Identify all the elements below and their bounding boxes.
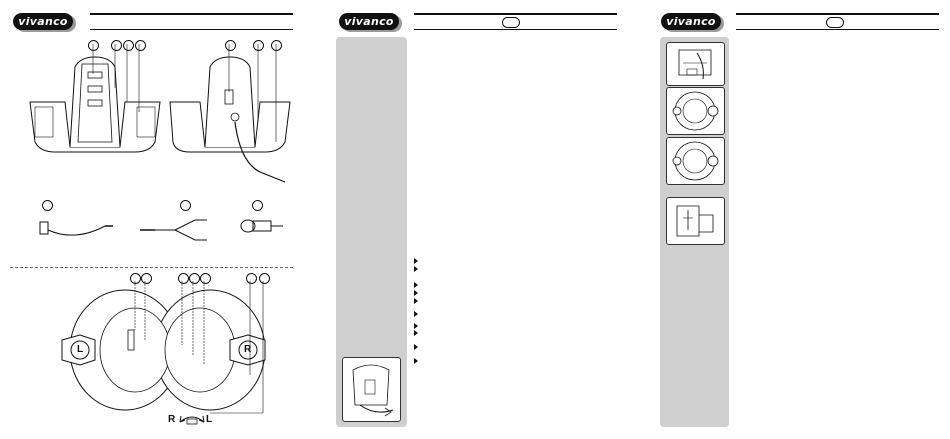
callout-11 [130,273,141,284]
callout-4 [135,40,146,51]
brand-logo-text: vivanco [18,15,68,28]
brand-logo-text-right: vivanco [666,15,716,28]
callout-16 [246,273,257,284]
header-rule-bottom [90,29,293,30]
bullet-marker [414,290,418,296]
header-rule-bottom-middle [414,29,617,30]
brand-logo-right [661,13,721,30]
y-cable-icon [135,212,215,242]
brand-logo-middle [339,13,399,30]
headphones-drawing [60,285,285,425]
callout-2 [111,40,122,51]
bullet-marker [414,330,418,336]
thumbnail-drawing-4 [669,200,721,242]
bullet-marker [414,282,418,288]
thumbnail-drawing-3 [669,140,721,182]
base-station-back-drawing [165,52,295,187]
adjust-left-label: L [206,414,213,425]
callout-15 [200,273,211,284]
bullet-marker [414,344,418,350]
header-rule-bottom-right [736,29,939,30]
bullet-marker [414,298,418,304]
jack-adapter-icon [238,218,288,238]
sidebar-thumbnail-1 [666,42,725,86]
header-rule-top-middle [414,13,617,15]
thumbnail-drawing-1 [669,45,721,83]
ac-adapter-icon [35,212,115,242]
brand-logo-text-middle: vivanco [344,15,394,28]
callout-17 [259,273,270,284]
language-badge-right [826,17,844,28]
callout-7 [271,40,282,51]
callout-13 [178,273,189,284]
bullet-marker [414,311,418,317]
sidebar-right [660,37,729,427]
language-badge-middle [502,17,520,28]
sidebar-thumbnail-2 [666,87,725,135]
thumbnail-drawing [345,360,397,418]
callout-5 [225,40,236,51]
base-station-front-drawing [25,52,165,157]
callout-6 [253,40,264,51]
callout-1 [88,40,99,51]
header-rule-top [90,13,293,15]
section-divider [10,267,293,268]
adjust-arrows-icon [177,410,207,426]
sidebar-middle [336,37,407,427]
callout-3 [123,40,134,51]
sidebar-thumbnail [342,357,401,422]
callout-8 [42,200,53,211]
header-rule-top-right [736,13,939,15]
thumbnail-drawing-2 [669,90,721,132]
left-cup-label: L [77,344,84,355]
sidebar-thumbnail-4 [666,197,725,245]
adjust-right-label: R [168,414,176,425]
bullet-marker [414,266,418,272]
bullet-marker [414,358,418,364]
callout-9 [180,200,191,211]
callout-12 [141,273,152,284]
right-cup-label: R [244,344,252,355]
bullet-marker [414,258,418,264]
callout-10 [252,200,263,211]
callout-14 [189,273,200,284]
sidebar-thumbnail-3 [666,137,725,185]
bullet-marker [414,323,418,329]
brand-logo [13,13,73,30]
